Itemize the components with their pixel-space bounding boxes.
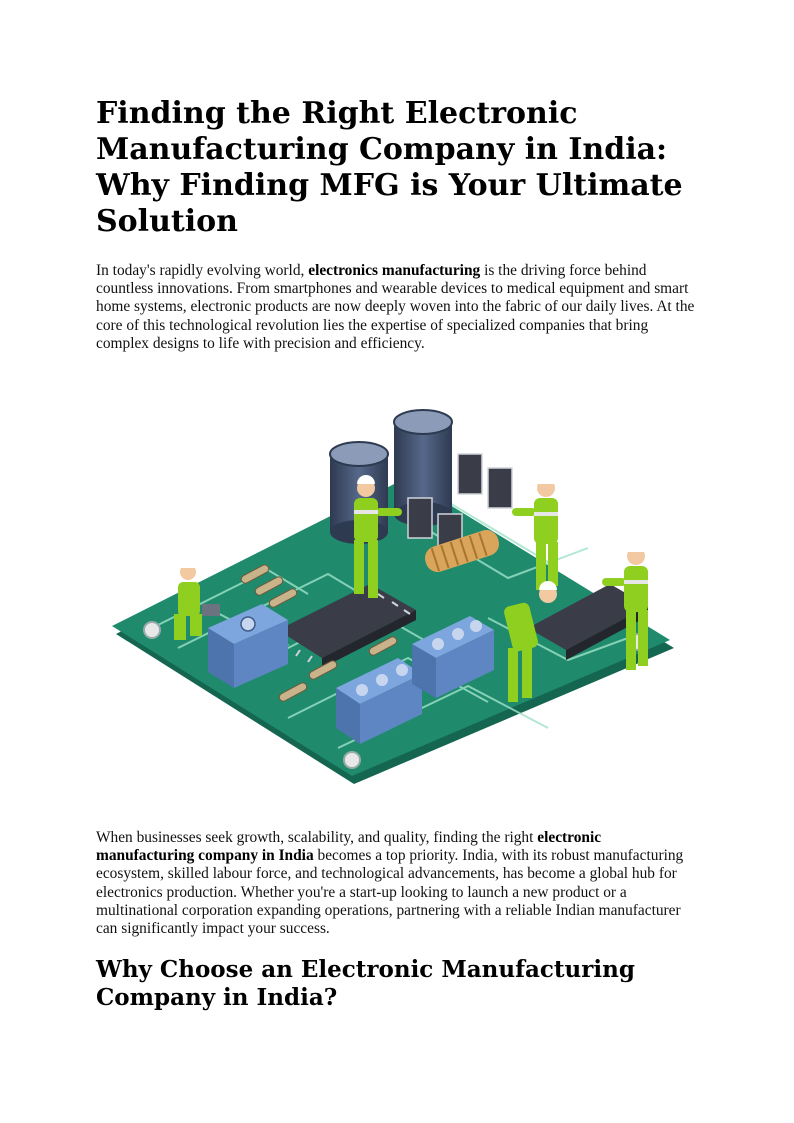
intro-bold-term: electronics manufacturing (308, 262, 481, 279)
section-heading: Why Choose an Electronic Manufacturing Company in India? (96, 956, 635, 1011)
body-text-end: becomes a top priority. India, with its robust manufacturing ecosystem, skilled labour force, and technological advancements, has become a global hub for electronics production. Whether you're a start-up looking to launch a new product or a multinational corporation expanding operations, partnering with a reliable Indian manufacturer can significantly impact your success. (96, 847, 684, 938)
circuit-board-workers-illustration (108, 398, 678, 786)
body-bold-term: electronic manufacturing company in India (96, 829, 602, 865)
intro-text-end: is the driving force behind countless innovations. From smartphones and wearable devices to medical equipment and smart home systems, electronic products are now deeply woven into the fabric of our daily lives. At the core of this technological revolution lies the expertise of specialized companies that bring complex designs to life with precision and efficiency. (96, 262, 695, 352)
article-title: Finding the Right Electronic Manufacturing Company in India: Why Finding MFG is Your Ultimate Solution (96, 96, 683, 239)
intro-paragraph (96, 262, 700, 353)
body-text-start: When businesses seek growth, scalability, and quality, finding the right (96, 829, 538, 846)
body-paragraph (96, 829, 700, 938)
intro-text-start: In today's rapidly evolving world, (96, 262, 309, 279)
